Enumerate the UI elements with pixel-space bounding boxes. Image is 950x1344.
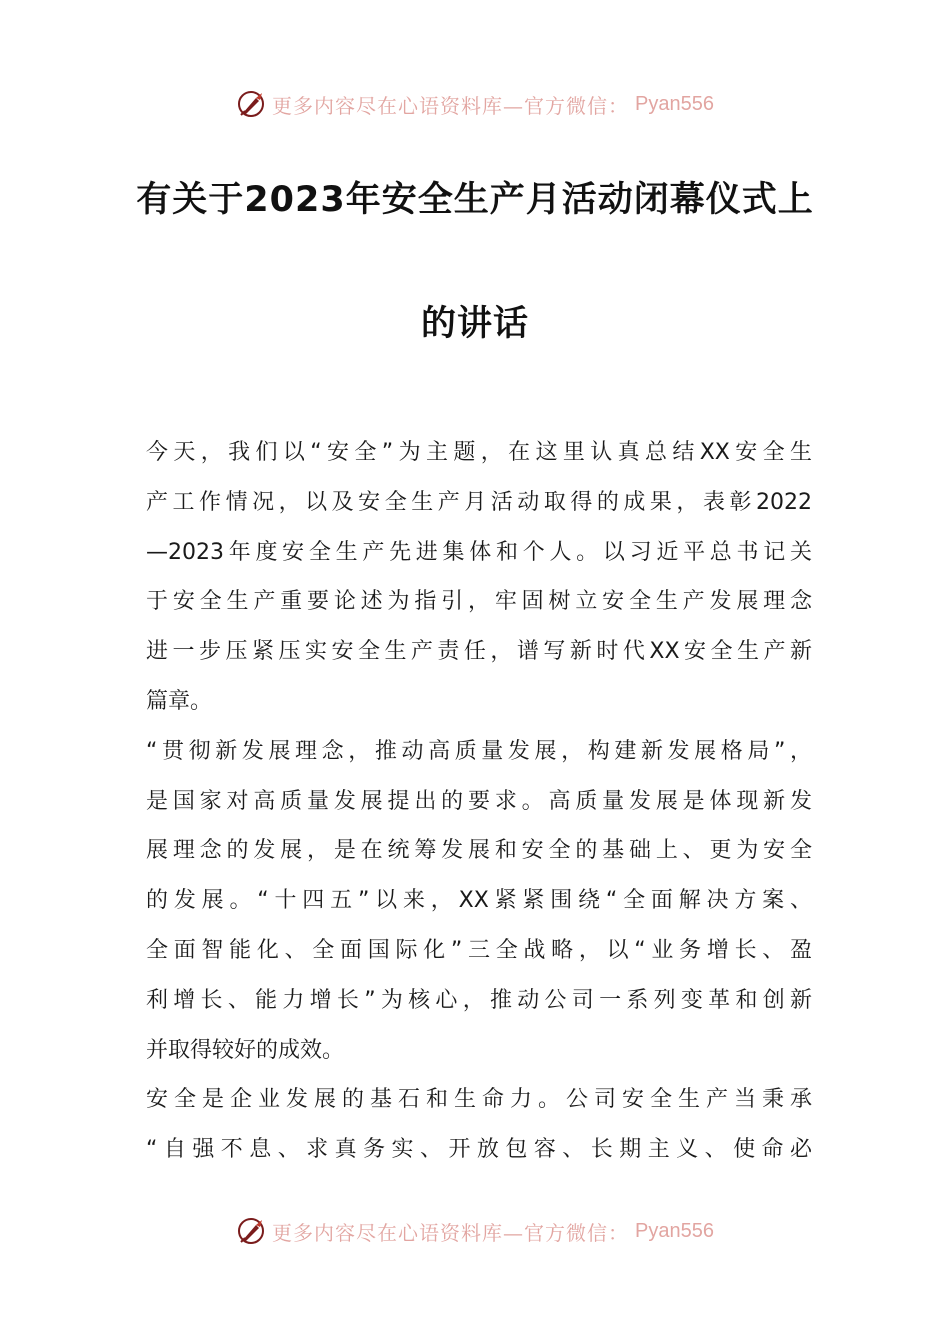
body-line: 展理念的发展，是在统筹发展和安全的基础上、更为安全 <box>146 838 812 864</box>
body-line: 是国家对高质量发展提出的要求。高质量发展是体现新发 <box>146 788 812 814</box>
wechat-id: Pyan556 <box>635 92 714 115</box>
body-line: 利增长、能力增长”为核心，推动公司一系列变革和创新 <box>146 987 812 1013</box>
body-line: 篇章。 <box>146 688 213 714</box>
body-line: “自强不息、求真务实、开放包容、长期主义、使命必 <box>146 1137 812 1163</box>
body-line: 产工作情况，以及安全生产月活动取得的成果，表彰2022 <box>146 489 812 515</box>
page-title-line1: 有关于2023年安全生产月活动闭幕仪式上 <box>136 180 814 220</box>
watermark-text: 更多内容尽在心语资料库—官方微信： <box>272 93 630 118</box>
body-line: 进一步压紧压实安全生产责任，谱写新时代XX安全生产新 <box>146 639 812 665</box>
body-line: 安全是企业发展的基石和生命力。公司安全生产当秉承 <box>146 1087 812 1113</box>
footer-watermark <box>0 1211 950 1251</box>
body-line: —2023年度安全生产先进集体和个人。以习近平总书记关 <box>146 539 812 565</box>
quill-logo-icon <box>236 89 266 119</box>
body-line: 并取得较好的成效。 <box>146 1037 345 1063</box>
body-text <box>146 428 812 1175</box>
watermark-text: 更多内容尽在心语资料库—官方微信： <box>272 1220 630 1245</box>
body-line: 的发展。“十四五”以来，XX紧紧围绕“全面解决方案、 <box>146 888 812 914</box>
wechat-id: Pyan556 <box>635 1219 714 1242</box>
body-line: 全面智能化、全面国际化”三全战略，以“业务增长、盈 <box>146 937 812 963</box>
body-line: 今天，我们以“安全”为主题，在这里认真总结XX安全生 <box>146 440 812 465</box>
body-line: 于安全生产重要论述为指引，牢固树立安全生产发展理念 <box>146 589 812 615</box>
page-title-line2: 的讲话 <box>420 304 529 344</box>
quill-logo-icon <box>236 1216 266 1246</box>
body-line: “贯彻新发展理念，推动高质量发展，构建新发展格局”， <box>146 738 812 764</box>
header-watermark <box>0 84 950 124</box>
